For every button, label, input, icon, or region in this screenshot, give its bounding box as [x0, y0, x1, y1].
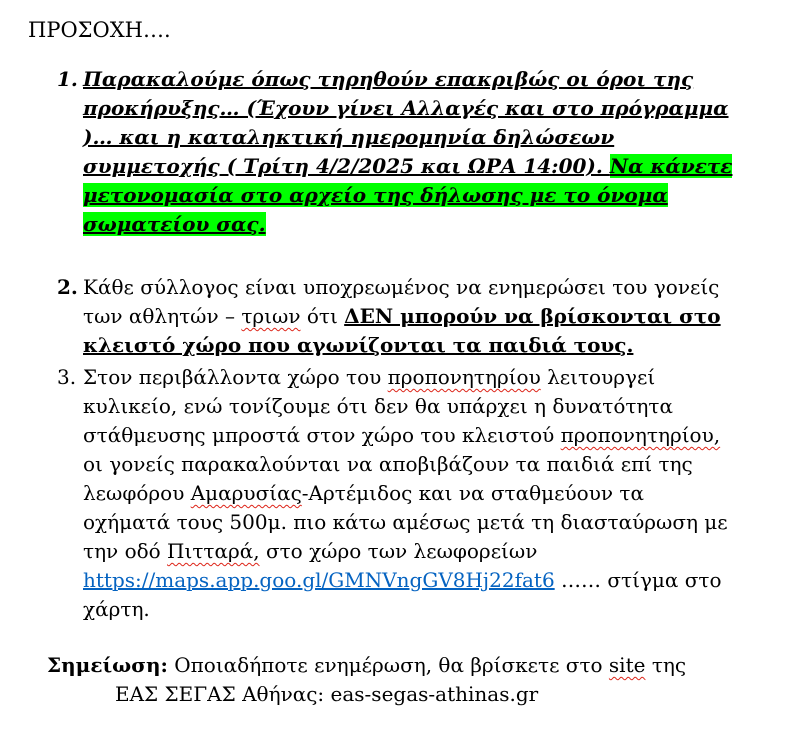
- list-item-1-text: [83, 65, 733, 239]
- item3-text-3: οι γονείς παρακαλούνται να αποβιβάζουν τα παιδιά επί της λεωφόρου: [83, 452, 693, 505]
- list-item-3-number: 3.: [57, 365, 77, 389]
- note-label: Σημείωση:: [47, 653, 168, 677]
- item3-text-1: Στον περιβάλλοντα χώρο του: [83, 365, 388, 389]
- note-line-1: [47, 651, 747, 680]
- maps-hyperlink[interactable]: https://maps.app.goo.gl/GMNVngGV8Hj22fat6: [83, 568, 555, 592]
- item2-lead-text: Κάθε σύλλογος είναι υποχρεωμένος να ενημερώσει του γονείς των αθλητών –: [83, 275, 720, 328]
- item3-text-5: στο χώρο των λεωφορείων: [259, 539, 538, 563]
- item2-misspelled-word: τριων: [241, 304, 301, 328]
- item3-misspelled-word-2: προπονητηρίου,: [560, 423, 721, 447]
- list-item-2-number: 2.: [57, 275, 78, 299]
- item2-emphasis-text: ΔΕΝ μπορούν να βρίσκονται στο κλειστό χώρο που αγωνίζονται τα παιδιά τους.: [83, 304, 721, 357]
- list-item-1: [57, 65, 733, 239]
- item3-text-6: …… στίγμα στο χάρτη.: [83, 568, 722, 621]
- item1-highlighted-text: Να κάνετε μετονομασία στο αρχείο της δήλωσης με το όνομα σωματείου σας.: [83, 154, 733, 236]
- list-item-3: [57, 363, 733, 624]
- note-line-2: ΕΑΣ ΣΕΓΑΣ Αθήνας: eas-segas-athinas.gr: [115, 682, 539, 706]
- item2-mid-text: ότι: [300, 304, 345, 328]
- item3-text-2: λειτουργεί κυλικείο, ενώ τονίζουμε ότι δεν θα υπάρχει η δυνατότητα στάθμευσης μπροστά στον χώρο του κλειστού: [83, 365, 673, 447]
- page-title: ΠΡΟΣΟΧΗ….: [28, 18, 171, 42]
- note-section: [47, 651, 747, 709]
- item3-text-4: -Αρτέμιδος και να σταθμεύουν τα οχήματά τους 500μ. πιο κάτω αμέσως μετά τη διασταύρωση με την οδό: [83, 481, 728, 563]
- item3-misspelled-word-1: προπονητηρίου: [387, 365, 541, 389]
- note-body-text: Οποιαδήποτε ενημέρωση, θα βρίσκετε στο: [167, 653, 609, 677]
- item3-misspelled-word-4: Πιτταρά,: [167, 539, 260, 563]
- note-tail-text: της: [645, 653, 687, 677]
- list-item-1-number: 1.: [57, 67, 78, 91]
- list-item-2: [57, 273, 733, 360]
- note-misspelled-word: site: [608, 653, 646, 677]
- list-item-2-text: [83, 273, 733, 360]
- list-item-3-text: [83, 363, 733, 624]
- item3-misspelled-word-3: Αμαρυσίας: [190, 481, 302, 505]
- item1-main-text: Παρακαλούμε όπως τηρηθούν επακριβώς οι όροι της προκήρυξης… (Έχουν γίνει Αλλαγές και στο πρόγραμμα )… και η καταληκτική ημερομηνία δηλώσεων συμμετοχής ( Τρίτη 4/2/2025 και ΩΡΑ 14:00).: [83, 67, 729, 178]
